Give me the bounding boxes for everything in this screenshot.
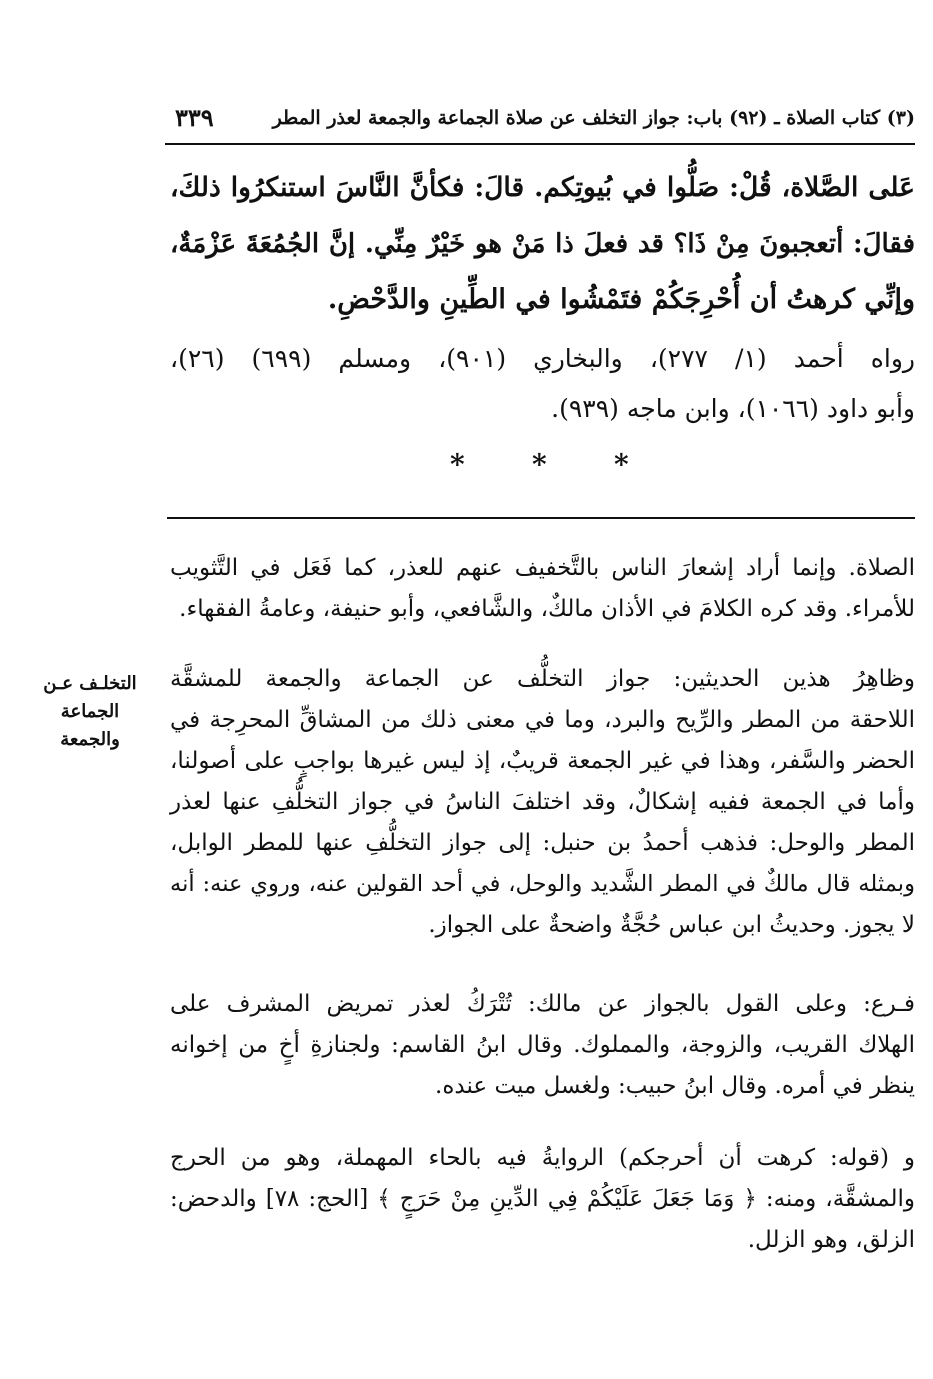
- section-stars: [440, 448, 640, 481]
- hadith-line: وإنِّي كرهتُ أن أُحْرِجَكُمْ فتَمْشُوا في الطِّينِ والدَّحْضِ.: [327, 284, 915, 315]
- commentary-line: وأما في الجمعة ففيه إشكالٌ، وقد اختلفَ الناسُ في جواز التخلُّفِ عنها لعذر: [170, 789, 915, 815]
- commentary-line: الصلاة. وإنما أراد إشعارَ الناس بالتَّخفيف عنهم للعذر، كما فَعَل في التَّثويب: [170, 555, 915, 581]
- commentary-line: والمشقَّة، ومنه: ﴿ وَمَا جَعَلَ عَلَيْكُمْ فِي الدِّينِ مِنْ حَرَجٍ ﴾ [الحج: ٧٨] والدحض:: [170, 1186, 915, 1212]
- margin-note-line: الجماعة: [60, 701, 120, 722]
- commentary-line: للأمراء. وقد كره الكلامَ في الأذان مالكٌ، والشَّافعي، وأبو حنيفة، وعامةُ الفقهاء.: [179, 596, 915, 622]
- star-glyph: *: [532, 448, 547, 481]
- commentary-line: و (قوله: كرهت أن أحرجكم) الروايةُ فيه بالحاء المهملة، وهو من الحرج: [170, 1145, 915, 1171]
- running-header: [165, 103, 915, 145]
- hadith-line: عَلى الصَّلاة، قُلْ: صَلُّوا في بُيوتِكم. قالَ: فكأنَّ النَّاسَ استنكرُوا ذلكَ،: [170, 172, 915, 203]
- commentary-paragraph-1: [170, 548, 915, 630]
- star-glyph: *: [614, 448, 629, 481]
- commentary-line: الحضر والسَّفر، وهذا في غير الجمعة قريبٌ، إذ ليس غيرها بواجبٍ على أصولنا،: [170, 748, 915, 774]
- commentary-paragraph-2: [170, 659, 915, 946]
- margin-note: [20, 670, 160, 754]
- hadith-text: [170, 160, 915, 328]
- star-glyph: *: [450, 448, 465, 481]
- commentary-line: وظاهِرُ هذين الحديثين: جواز التخلُّف عن الجماعة والجمعة للمشقَّة: [170, 666, 915, 692]
- commentary-line: لا يجوز. وحديثُ ابن عباس حُجَّةٌ واضحةٌ على الجواز.: [428, 912, 915, 938]
- margin-note-line: والجمعة: [60, 729, 120, 750]
- page-number: ٣٣٩: [175, 103, 214, 132]
- commentary-line: اللاحقة من المطر والرِّيح والبرد، وما في معنى ذلك من المشاقِّ المحرِجة في: [170, 707, 915, 733]
- takhrij-line: وأبو داود (١٠٦٦)، وابن ماجه (٩٣٩).: [551, 394, 915, 423]
- takhrij-text: [170, 334, 915, 434]
- commentary-paragraph-4: [170, 1138, 915, 1261]
- takhrij-line: رواه أحمد (١/ ٢٧٧)، والبخاري (٩٠١)، ومسلم (٦٩٩) (٢٦)،: [170, 344, 915, 373]
- commentary-line: فـرع: وعلى القول بالجواز عن مالك: تُتْرَكُ لعذر تمريض المشرف على: [170, 991, 915, 1017]
- footnote-separator: [167, 517, 915, 519]
- commentary-line: وبمثله قال مالكٌ في المطر الشَّديد والوحل، في أحد القولين عنه، وروي عنه: أنه: [170, 871, 915, 897]
- commentary-line: الهلاك القريب، والزوجة، والمملوك. وقال ابنُ القاسم: ولجنازةِ أخٍ من إخوانه: [170, 1032, 915, 1058]
- commentary-line: الزلق، وهو الزلل.: [747, 1227, 915, 1253]
- header-title: (٣) كتاب الصلاة ـ (٩٢) باب: جواز التخلف عن صلاة الجماعة والجمعة لعذر المطر: [272, 107, 915, 129]
- commentary-paragraph-3: [170, 984, 915, 1107]
- commentary-line: المطر والوحل: فذهب أحمدُ بن حنبل: إلى جواز التخلُّفِ عنها للمطر الوابل،: [170, 830, 915, 856]
- margin-note-line: التخلـف عـن: [43, 673, 137, 694]
- commentary-line: ينظر في أمره. وقال ابنُ حبيب: ولغسل ميت عنده.: [435, 1073, 915, 1099]
- hadith-line: فقالَ: أتعجبونَ مِنْ ذَا؟ قد فعلَ ذا مَنْ هو خَيْرٌ مِنِّي. إنَّ الجُمُعَةَ عَزْمَةٌ،: [170, 229, 915, 259]
